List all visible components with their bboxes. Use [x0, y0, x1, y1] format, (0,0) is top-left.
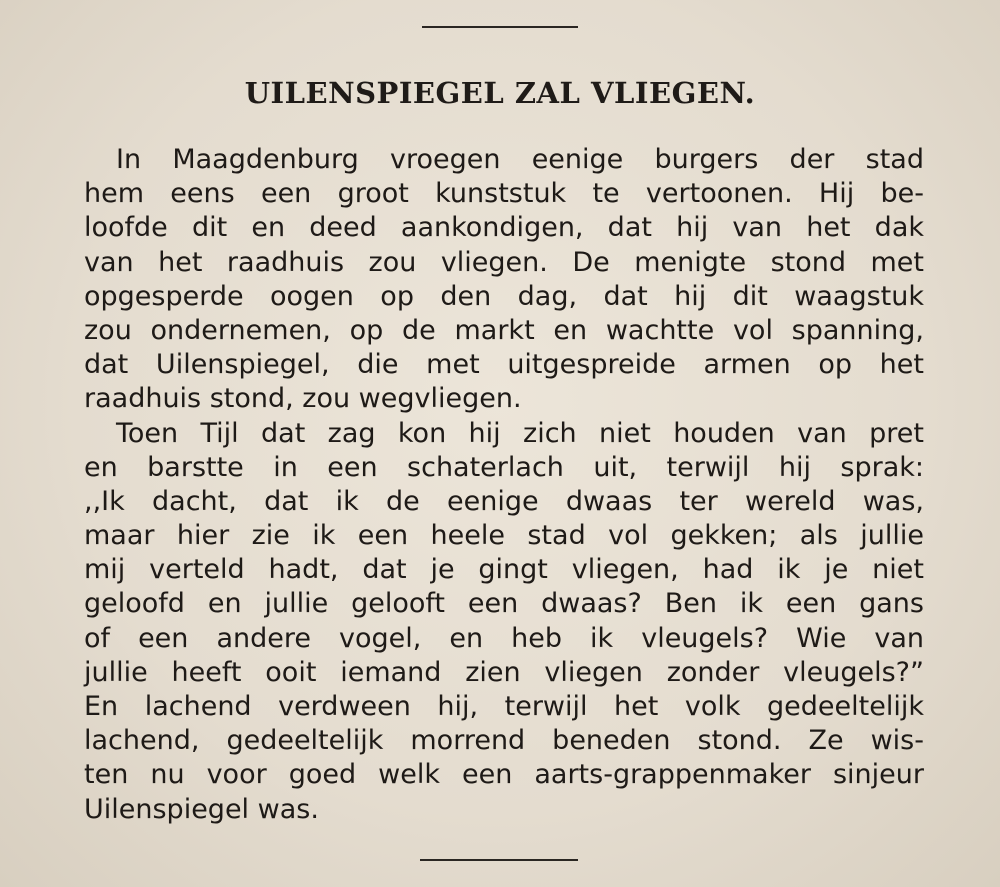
text-line: of een andere vogel, en heb ik vleugels? Wie van [84, 622, 924, 654]
text-line: en barstte in een schaterlach uit, terwijl hij sprak: [84, 451, 924, 483]
text-line: loofde dit en deed aankondigen, dat hij van het dak [84, 212, 924, 244]
text-line: ,,Ik dacht, dat ik de eenige dwaas ter wereld was, [84, 485, 924, 517]
text-line: Toen Tijl dat zag kon hij zich niet houden van pret [116, 417, 924, 449]
text-line: geloofd en jullie gelooft een dwaas? Ben ik een gans [84, 588, 924, 620]
text-line: ten nu voor goed welk een aarts-grappenmaker sinjeur [84, 759, 924, 791]
text-line: hem eens een groot kunststuk te vertoonen. Hij be- [84, 178, 924, 210]
text-line: zou ondernemen, op de markt en wachtte vol spanning, [84, 314, 924, 346]
story-text [84, 143, 924, 827]
top-divider [422, 26, 578, 28]
text-line: Uilenspiegel was. [84, 793, 319, 825]
text-line: maar hier zie ik een heele stad vol gekken; als jullie [84, 520, 924, 552]
text-line: mij verteld hadt, dat je gingt vliegen, had ik je niet [84, 554, 924, 586]
text-line: lachend, gedeeltelijk morrend beneden stond. Ze wis- [84, 725, 924, 757]
text-line: In Maagdenburg vroegen eenige burgers der stad [116, 144, 924, 175]
text-line: opgesperde oogen op den dag, dat hij dit waagstuk [84, 280, 924, 312]
text-line: En lachend verdween hij, terwijl het volk gedeeltelijk [84, 691, 924, 722]
text-line: jullie heeft ooit iemand zien vliegen zonder vleugels?” [84, 656, 924, 688]
text-line: dat Uilenspiegel, die met uitgespreide armen op het [84, 349, 924, 381]
text-line: van het raadhuis zou vliegen. De menigte stond met [84, 246, 924, 278]
page-title: UILENSPIEGEL ZAL VLIEGEN. [244, 76, 756, 110]
bottom-divider [420, 859, 578, 861]
text-line: raadhuis stond, zou wegvliegen. [84, 383, 522, 415]
